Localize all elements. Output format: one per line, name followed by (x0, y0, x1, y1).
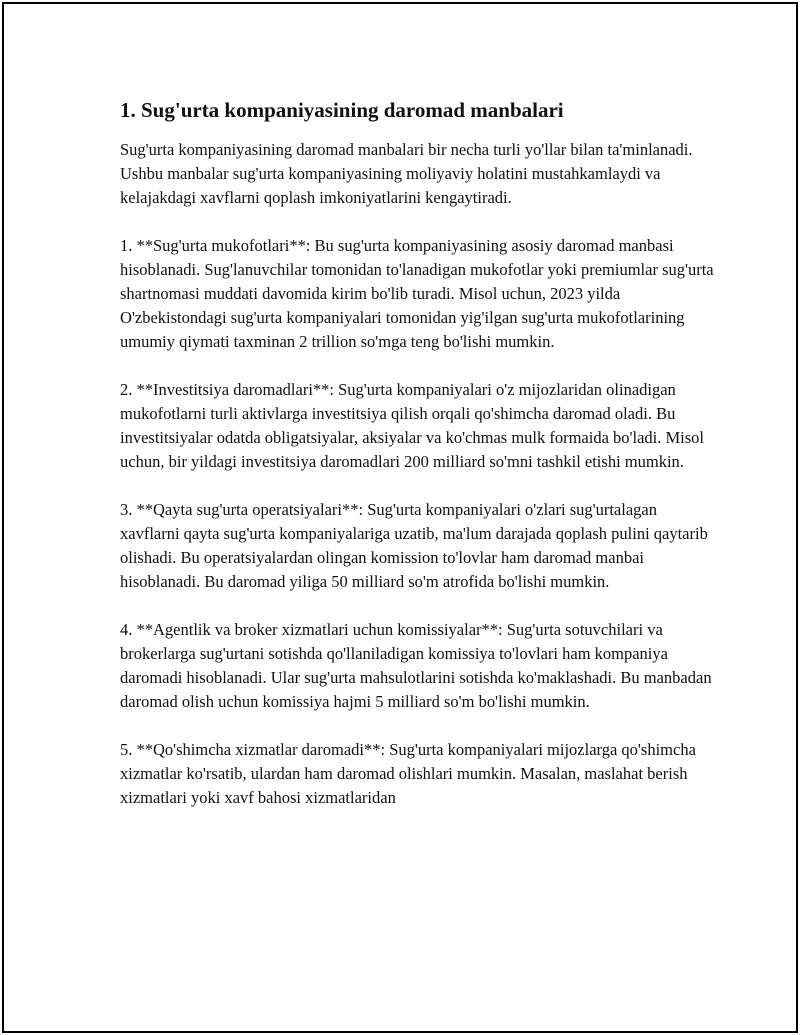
page-frame (2, 2, 798, 1033)
paragraph-investment-income: 2. **Investitsiya daromadlari**: Sug'urta kompaniyalari o'z mijozlaridan olinadigan mukofotlarni turli aktivlarga investitsiya qilish orqali qo'shimcha daromad oladi. Bu investitsiyalar odatda obligatsiyalar, aksiyalar va ko'chmas mulk formaida bo'ladi. Misol uchun, bir yildagi investitsiya daromadlari 200 milliard so'mni tashkil etishi mumkin. (120, 380, 705, 471)
section-heading: 1. Sug'urta kompaniyasining daromad manbalari (120, 98, 564, 122)
intro-paragraph: Sug'urta kompaniyasining daromad manbalari bir necha turli yo'llar bilan ta'minlanadi. Ushbu manbalar sug'urta kompaniyasining moliyaviy holatini mustahkamlaydi va kelajakdagi xavflarni qoplash imkoniyatlarini kengaytiradi. (120, 140, 693, 207)
paragraph-agency-broker-commissions: 4. **Agentlik va broker xizmatlari uchun komissiyalar**: Sug'urta sotuvchilari va brokerlarga sug'urtani sotishda qo'llaniladigan komissiya to'lovlari ham kompaniya daromadi hisoblanadi. Ular sug'urta mahsulotlarini sotishda ko'maklashadi. Bu manbadan daromad olish uchun komissiya hajmi 5 milliard so'm bo'lishi mumkin. (120, 620, 712, 711)
paragraph-additional-services: 5. **Qo'shimcha xizmatlar daromadi**: Sug'urta kompaniyalari mijozlarga qo'shimcha xizmatlar ko'rsatib, ulardan ham daromad olishlari mumkin. Masalan, maslahat berish xizmatlari yoki xavf bahosi xizmatlaridan (120, 740, 696, 807)
paragraph-reinsurance-operations: 3. **Qayta sug'urta operatsiyalari**: Sug'urta kompaniyalari o'zlari sug'urtalagan xavflarni qayta sug'urta kompaniyalariga uzatib, ma'lum darajada qoplash pulini qaytarib olishadi. Bu operatsiyalardan olingan komission to'lovlar ham daromad manbai hisoblanadi. Bu daromad yiliga 50 milliard so'm atrofida bo'lishi mumkin. (120, 500, 708, 591)
paragraph-insurance-premiums: 1. **Sug'urta mukofotlari**: Bu sug'urta kompaniyasining asosiy daromad manbasi hisoblanadi. Sug'lanuvchilar tomonidan to'lanadigan mukofotlar yoki premiumlar sug'urta shartnomasi muddati davomida kirim bo'lib turadi. Misol uchun, 2023 yilda O'zbekistondagi sug'urta kompaniyalari tomonidan yig'ilgan sug'urta mukofotlarining umumiy qiymati taxminan 2 trillion so'mga teng bo'lishi mumkin. (120, 236, 714, 351)
document-body (120, 96, 720, 834)
